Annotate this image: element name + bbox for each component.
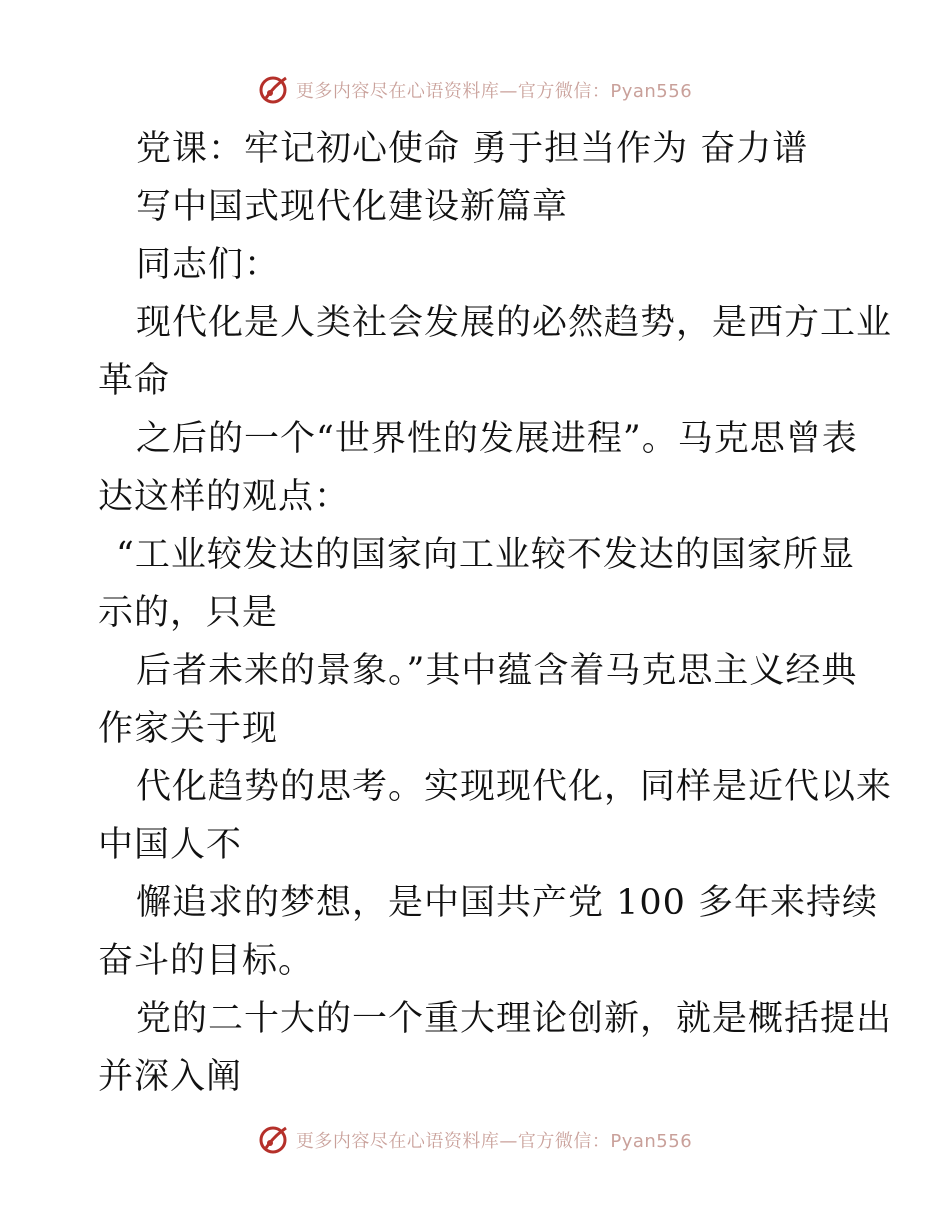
- paragraph-line: 达这样的观点：: [98, 477, 351, 517]
- brush-circle-logo-icon: [258, 1124, 290, 1156]
- salutation: 同志们：: [136, 245, 281, 285]
- paragraph-line: 奋斗的目标。: [98, 941, 315, 981]
- title-line-2: 写中国式现代化建设新篇章: [136, 187, 569, 227]
- watermark-text: 更多内容尽在心语资料库—官方微信：Pyan556: [295, 81, 693, 102]
- paragraph-line: 党的二十大的一个重大理论创新，就是概括提出: [136, 999, 893, 1039]
- paragraph-line: 后者未来的景象。”其中蕴含着马克思主义经典: [136, 651, 858, 691]
- paragraph-line: 并深入阐: [98, 1057, 243, 1097]
- paragraph-line: 懈追求的梦想，是中国共产党 100 多年来持续: [136, 883, 879, 923]
- paragraph-line: 之后的一个“世界性的发展进程”。马克思曾表: [136, 419, 858, 459]
- paragraph-line: 中国人不: [98, 825, 243, 865]
- paragraph-line: 代化趋势的思考。实现现代化，同样是近代以来: [136, 767, 893, 807]
- header-watermark: [0, 70, 950, 110]
- footer-watermark: [0, 1120, 950, 1160]
- title-line-1: 党课：牢记初心使命 勇于担当作为 奋力谱: [136, 129, 809, 169]
- quote-line: 示的，只是: [98, 593, 279, 633]
- brush-circle-logo-icon: [258, 74, 290, 106]
- paragraph-line: 作家关于现: [98, 709, 279, 749]
- watermark-text: 更多内容尽在心语资料库—官方微信：Pyan556: [295, 1131, 693, 1152]
- paragraph-line: 革命: [98, 361, 171, 401]
- paragraph-line: 现代化是人类社会发展的必然趋势，是西方工业: [136, 303, 893, 343]
- document-body: [98, 120, 893, 1106]
- quote-line: “工业较发达的国家向工业较不发达的国家所显: [116, 535, 855, 575]
